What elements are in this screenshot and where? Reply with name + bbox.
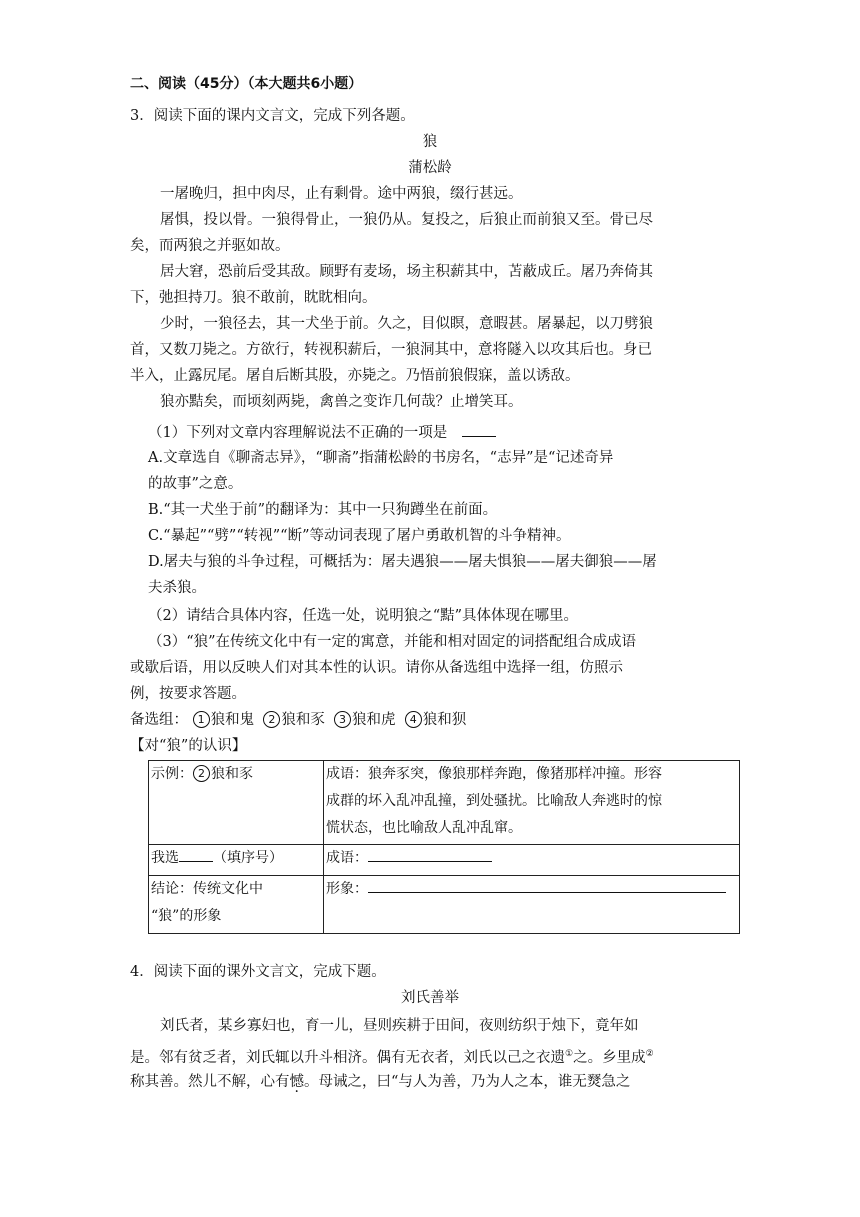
option-a-cont: 的故事”之意。 [148, 476, 243, 492]
q3-paragraph-3-cont: 下，弛担持刀。狼不敢前，眈眈相向。 [130, 290, 377, 306]
q3-intro: 3．阅读下面的课内文言文，完成下列各题。 [130, 108, 415, 124]
example-idiom-cell: 成语：狼奔豕突，像狼那样奔跑，像猪那样冲撞。形容 成群的坏入乱冲乱撞，到处骚扰。比喻敌人奔逃时的惊 慌状态，也比喻敌人乱冲乱窜。 [324, 761, 740, 845]
q4-title: 刘氏善举 [401, 990, 459, 1006]
recognition-table [148, 760, 740, 934]
image-blank[interactable] [368, 878, 726, 893]
q3-paragraph-3: 居大窘，恐前后受其敌。顾野有麦场，场主积薪其中，苫蔽成丘。屠乃奔倚其 [160, 264, 653, 280]
answer-blank[interactable] [462, 422, 496, 437]
q3-subquestion-3-cont: 或歇后语，用以反映人们对其本性的认识。请你从备选组中选择一组，仿照示 [130, 660, 623, 676]
options-row: 备选组： 1 狼和鬼 2 狼和豕 3 狼和虎 4 狼和狈 [130, 712, 467, 728]
option-3: 3 狼和虎 [334, 712, 396, 728]
option-4: 4 狼和狈 [405, 712, 467, 728]
table-row [149, 761, 740, 845]
table-row [149, 845, 740, 876]
idiom-blank[interactable] [368, 847, 492, 862]
option-d-cont: 夫杀狼。 [148, 580, 206, 596]
q4-line-2: 是。邻有贫乏者，刘氏辄以升斗相济。偶有无衣者，刘氏以己之衣遗①之。乡里成② [130, 1049, 654, 1066]
circled-number: 3 [334, 711, 351, 728]
q3-subquestion-3-cont2: 例，按要求答题。 [130, 686, 246, 702]
q3-paragraph-4-cont: 首，又数刀毙之。方欲行，转视积薪后，一狼洞其中，意将隧入以攻其后也。身已 [130, 342, 652, 358]
footnote-marker: ② [645, 1049, 654, 1059]
idiom-answer-cell: 成语： [324, 845, 740, 876]
image-answer-cell: 形象： [324, 876, 740, 934]
q3-paragraph-4-cont2: 半入，止露尻尾。屠自后断其股，亦毙之。乃悟前狼假寐，盖以诱敌。 [130, 368, 580, 384]
option-2: 2 狼和豕 [263, 712, 325, 728]
option-b: B.“其一犬坐于前”的翻译为：其中一只狗蹲坐在前面。 [148, 502, 498, 518]
section-title: 二、阅读（45分）（本大题共6小题） [130, 76, 363, 92]
circled-number: 1 [193, 711, 210, 728]
q3-paragraph-4: 少时，一狼径去，其一犬坐于前。久之，目似瞑，意暇甚。屠暴起，以刀劈狼 [160, 316, 653, 332]
circled-number: 2 [193, 765, 210, 782]
table-heading: 【对“狼”的认识】 [130, 738, 247, 754]
emphasized-char: 憾 [289, 1074, 304, 1090]
table-row [149, 876, 740, 934]
q3-title: 狼 [422, 134, 438, 150]
q3-subquestion-2: （2）请结合具体内容，任选一处，说明狼之“黠”具体体现在哪里。 [148, 608, 579, 624]
q3-author: 蒲松龄 [408, 160, 452, 176]
q4-line-1: 刘氏者，某乡寡妇也，育一儿，昼则疾耕于田间，夜则纺织于烛下，竟年如 [160, 1018, 639, 1034]
option-1: 1 狼和鬼 [193, 712, 255, 728]
q3-paragraph-2-cont: 矣，而两狼之并驱如故。 [130, 238, 290, 254]
example-cell: 示例： 2 狼和豕 [149, 761, 324, 845]
q3-paragraph-1: 一屠晚归，担中肉尽，止有剩骨。途中两狼，缀行甚远。 [160, 186, 523, 202]
q3-subquestion-1: （1）下列对文章内容理解说法不正确的一项是 [148, 422, 496, 443]
conclusion-cell: 结论：传统文化中 “狼”的形象 [149, 876, 324, 934]
q3-paragraph-5: 狼亦黠矣，而顷刻两毙，禽兽之变诈几何哉？止增笑耳。 [160, 394, 523, 410]
circled-number: 2 [263, 711, 280, 728]
q3-subquestion-3: （3）“狼”在传统文化中有一定的寓意，并能和相对固定的词搭配组合成成语 [148, 634, 637, 650]
option-a: A.文章选自《聊斋志异》，“聊斋”指蒲松龄的书房名，“志异”是“记述奇异 [148, 450, 614, 466]
q4-line-3: 称其善。然儿不解，心有憾。母诫之，曰“与人为善，乃为人之本，谁无燹急之 [130, 1074, 631, 1090]
q3-paragraph-2: 屠惧，投以骨。一狼得骨止，一狼仍从。复投之，后狼止而前狼又至。骨已尽 [160, 212, 653, 228]
footnote-marker: ① [565, 1049, 574, 1059]
choice-blank[interactable] [179, 847, 213, 862]
option-c: C.“暴起”“劈”“转视”“断”等动词表现了屠户勇敢机智的斗争精神。 [148, 528, 571, 544]
option-d: D.屠夫与狼的斗争过程，可概括为：屠夫遇狼——屠夫惧狼——屠夫御狼——屠 [148, 554, 657, 570]
circled-number: 4 [405, 711, 422, 728]
q4-intro: 4．阅读下面的课外文言文，完成下题。 [130, 964, 386, 980]
choice-cell: 我选 （填序号） [149, 845, 324, 876]
